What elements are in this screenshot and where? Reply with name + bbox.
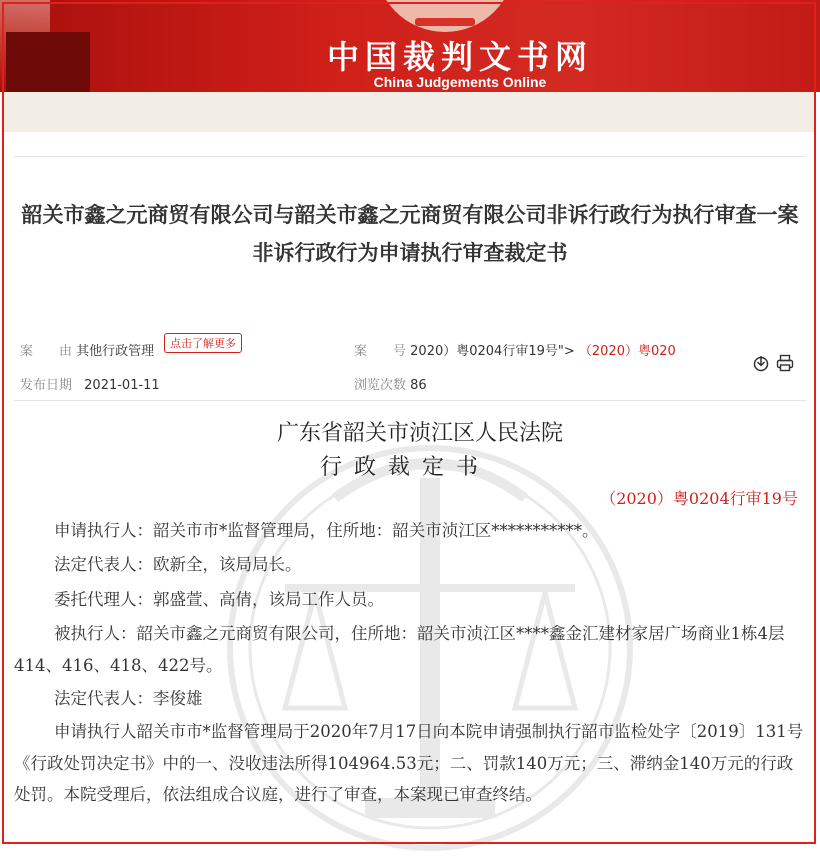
divider <box>14 400 806 401</box>
paragraph-applicant: 申请执行人：韶关市市*监督管理局，住所地：韶关市浈江区***********。 <box>54 521 599 540</box>
case-number <box>354 340 676 359</box>
case-number-value: 2020）粤0204行审19号"> <box>410 344 575 359</box>
court-name: 广东省韶关市浈江区人民法院 <box>276 421 563 446</box>
case-number-value-red: （2020）粤020 <box>578 344 676 359</box>
download-icon[interactable] <box>752 354 770 372</box>
banner-emblem-icon <box>375 0 515 32</box>
case-title: 韶关市鑫之元商贸有限公司与韶关市鑫之元商贸有限公司非诉行政行为执行审查一案非诉行政行为申请执行审查裁定书 <box>21 203 799 265</box>
publish-date-label: 发布日期 <box>20 378 73 393</box>
case-cause-label: 案 由 <box>20 344 73 359</box>
nav-bar <box>4 92 816 132</box>
paragraph-facts: 申请执行人韶关市市*监督管理局于2020年7月17日向本院申请强制执行韶市监检处字〔2019〕131号《行政处罚决定书》中的一、没收违法所得104964.53元；二、罚款140万元；三、滞纳金140万元的行政处罚。本院受理后，依法组成合议庭，进行了审查，本案现已审查终结。 <box>14 722 804 804</box>
learn-more-badge[interactable]: 点击了解更多 <box>164 333 242 353</box>
case-cause-value: 其他行政管理 <box>76 344 155 359</box>
paragraph-agent: 委托代理人：郭盛萱、高倩，该局工作人员。 <box>54 590 384 609</box>
document-type: 行政裁定书 <box>319 455 490 480</box>
view-count-label: 浏览次数 <box>354 378 407 393</box>
paragraph-respondent-rep: 法定代表人：李俊雄 <box>54 689 203 708</box>
view-count-value: 86 <box>410 378 427 393</box>
site-banner <box>0 0 820 92</box>
divider <box>14 156 806 157</box>
site-title[interactable]: 中国裁判文书网 <box>326 38 593 76</box>
print-icon[interactable] <box>776 354 794 372</box>
paragraph-legal-rep: 法定代表人：欧新全，该局局长。 <box>54 555 302 574</box>
view-count <box>354 374 427 393</box>
case-number-label: 案 号 <box>354 344 407 359</box>
publish-date <box>20 374 160 393</box>
document-number: （2020）粤0204行审19号 <box>600 489 798 508</box>
publish-date-value: 2021-01-11 <box>84 378 160 393</box>
paragraph-respondent: 被执行人：韶关市鑫之元商贸有限公司，住所地：韶关市浈江区****鑫金汇建材家居广场商业1栋4层414、416、418、422号。 <box>14 624 785 675</box>
case-cause <box>20 340 154 359</box>
site-subtitle: China Judgements Online <box>373 74 547 90</box>
